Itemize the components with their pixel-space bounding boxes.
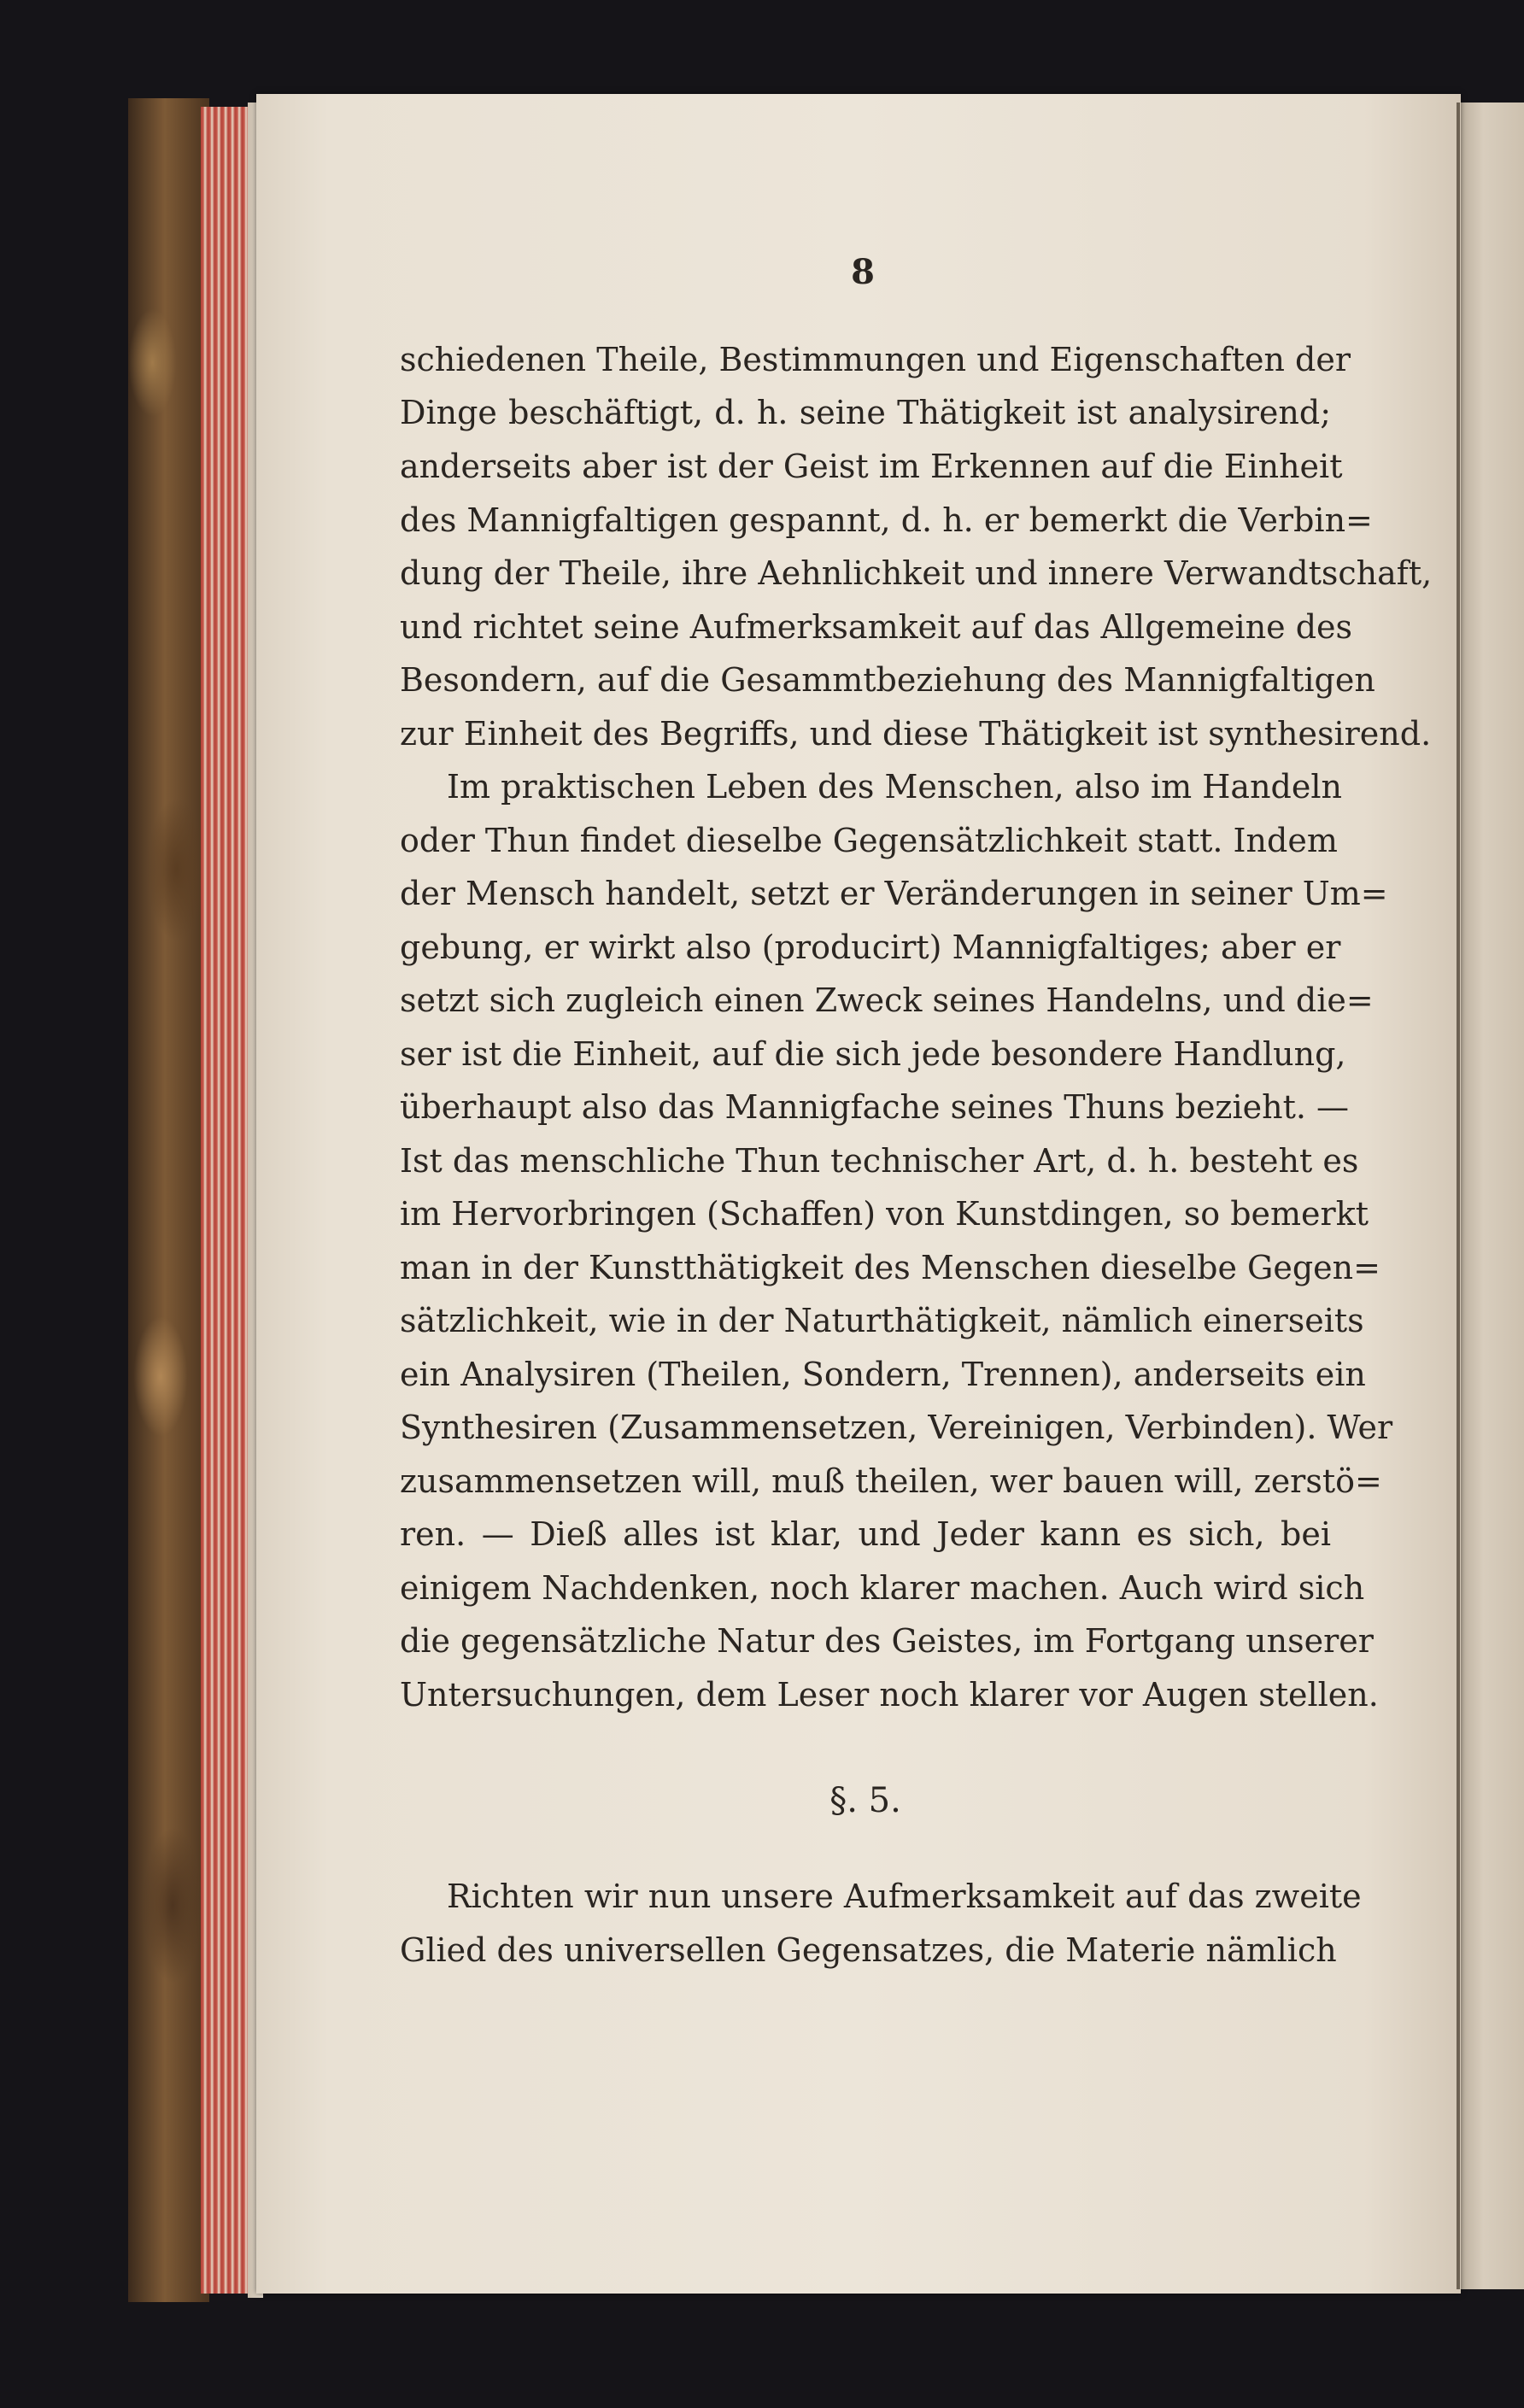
- text-line: Glied des universellen Gegensatzes, die Materie nämlich: [400, 1931, 1337, 1969]
- text-line: der Mensch handelt, setzt er Veränderungen in seiner Um=: [400, 875, 1388, 912]
- gutter: [1457, 103, 1460, 2289]
- text-line: überhaupt also das Mannigfache seines Thuns bezieht. —: [400, 1088, 1349, 1126]
- text-line: anderseits aber ist der Geist im Erkennen auf die Einheit: [400, 448, 1343, 485]
- text-line: Synthesiren (Zusammensetzen, Vereinigen, Verbinden). Wer: [400, 1409, 1393, 1446]
- text-line: gebung, er wirkt also (producirt) Mannigfaltiges; aber er: [400, 929, 1341, 966]
- text-line: Ist das menschliche Thun technischer Art, d. h. besteht es: [400, 1142, 1359, 1180]
- text-line: dung der Theile, ihre Aehnlichkeit und innere Verwandtschaft,: [400, 554, 1433, 592]
- text-line: sätzlichkeit, wie in der Naturthätigkeit, nämlich einerseits: [400, 1302, 1364, 1339]
- section-heading: §. 5.: [829, 1781, 901, 1820]
- text-line: einigem Nachdenken, noch klarer machen. Auch wird sich: [400, 1569, 1365, 1607]
- text-line: oder Thun findet dieselbe Gegensätzlichkeit statt. Indem: [400, 822, 1338, 859]
- text-line: ein Analysiren (Theilen, Sondern, Trennen), anderseits ein: [400, 1356, 1366, 1393]
- text-line: zur Einheit des Begriffs, und diese Thätigkeit ist synthesirend.: [400, 715, 1432, 753]
- text-line: ser ist die Einheit, auf die sich jede besondere Handlung,: [400, 1035, 1346, 1073]
- text-line: setzt sich zugleich einen Zweck seines Handelns, und die=: [400, 981, 1374, 1019]
- text-line: schiedenen Theile, Bestimmungen und Eigenschaften der: [400, 341, 1351, 378]
- text-line: Dinge beschäftigt, d. h. seine Thätigkeit ist analysirend;: [400, 394, 1331, 431]
- text-line: des Mannigfaltigen gespannt, d. h. er bemerkt die Verbin=: [400, 501, 1373, 539]
- facing-page: [1457, 103, 1524, 2289]
- text-line: Besondern, auf die Gesammtbeziehung des Mannigfaltigen: [400, 661, 1375, 699]
- page-edges: [201, 107, 254, 2294]
- text-line: im Hervorbringen (Schaffen) von Kunstdingen, so bemerkt: [400, 1195, 1369, 1233]
- text-line: und richtet seine Aufmerksamkeit auf das Allgemeine des: [400, 608, 1353, 646]
- text-line: zusammensetzen will, muß theilen, wer bauen will, zerstö=: [400, 1462, 1382, 1500]
- text-line: ren. — Dieß alles ist klar, und Jeder kann es sich, bei: [400, 1515, 1331, 1553]
- page-number: 8: [851, 252, 875, 292]
- text-line: die gegensätzliche Natur des Geistes, im Fortgang unserer: [400, 1622, 1374, 1660]
- marbled-cover: [128, 98, 209, 2302]
- text-line: Untersuchungen, dem Leser noch klarer vor Augen stellen.: [400, 1676, 1379, 1714]
- text-line: Im praktischen Leben des Menschen, also im Handeln: [447, 768, 1342, 806]
- text-line: Richten wir nun unsere Aufmerksamkeit auf das zweite: [447, 1878, 1362, 1915]
- text-line: man in der Kunstthätigkeit des Menschen dieselbe Gegen=: [400, 1249, 1380, 1286]
